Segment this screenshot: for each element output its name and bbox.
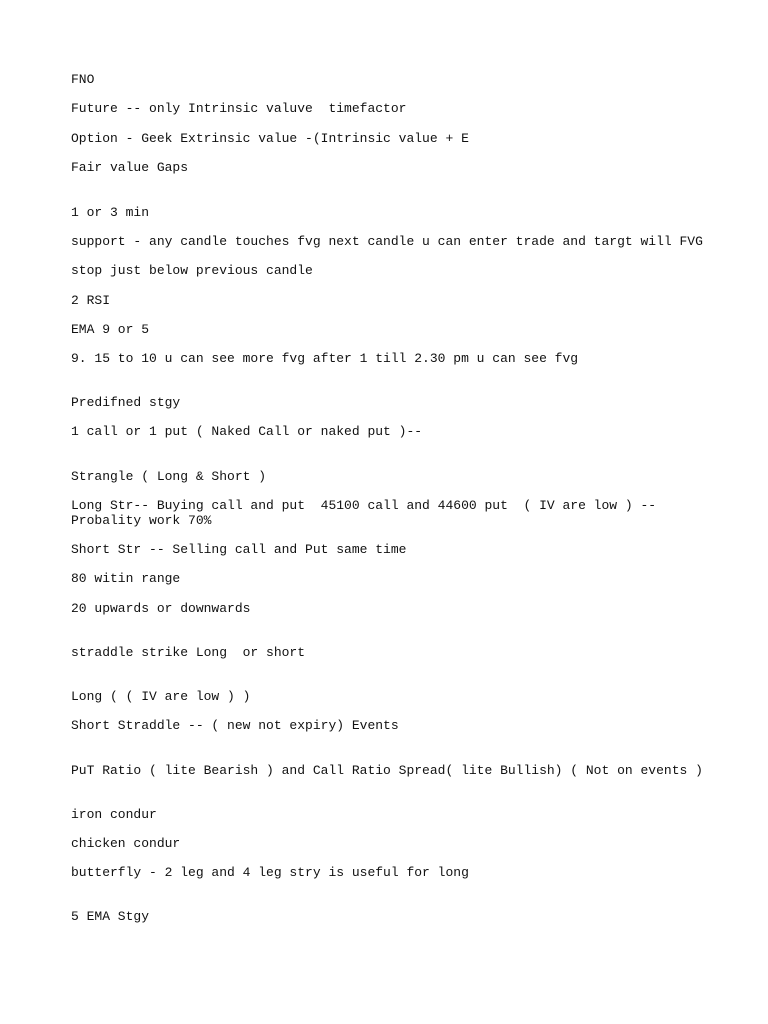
text-line: Short Straddle -- ( new not expiry) Events	[71, 718, 399, 733]
text-line: Option - Geek Extrinsic value -(Intrinsic value + E	[71, 131, 469, 146]
text-line: 20 upwards or downwards	[71, 601, 251, 616]
text-line: Long Str-- Buying call and put 45100 call and 44600 put ( IV are low ) -- Probality work 70%	[71, 498, 657, 528]
text-line: straddle strike Long or short	[71, 645, 306, 660]
text-line: 1 call or 1 put ( Naked Call or naked put )--	[71, 424, 423, 439]
text-line: Long ( ( IV are low ) )	[71, 689, 251, 704]
text-line: EMA 9 or 5	[71, 322, 150, 337]
text-line: Strangle ( Long & Short )	[71, 469, 267, 484]
text-line: PuT Ratio ( lite Bearish ) and Call Ratio Spread( lite Bullish) ( Not on events )	[71, 763, 703, 778]
text-line: FNO	[71, 72, 95, 87]
text-line: 2 RSI	[71, 293, 111, 308]
text-line: Future -- only Intrinsic valuve timefactor	[71, 101, 407, 116]
text-line: support - any candle touches fvg next candle u can enter trade and targt will FVG	[71, 234, 703, 249]
text-line: Short Str -- Selling call and Put same time	[71, 542, 407, 557]
text-line: 5 EMA Stgy	[71, 909, 150, 924]
text-line: butterfly - 2 leg and 4 leg stry is useful for long	[71, 865, 469, 880]
text-line: 9. 15 to 10 u can see more fvg after 1 till 2.30 pm u can see fvg	[71, 351, 579, 366]
text-line: Predifned stgy	[71, 395, 181, 410]
text-line: stop just below previous candle	[71, 263, 313, 278]
text-line: Fair value Gaps	[71, 160, 189, 175]
text-line: chicken condur	[71, 836, 181, 851]
text-line: iron condur	[71, 807, 157, 822]
text-line: 80 witin range	[71, 571, 181, 586]
text-line: 1 or 3 min	[71, 205, 150, 220]
